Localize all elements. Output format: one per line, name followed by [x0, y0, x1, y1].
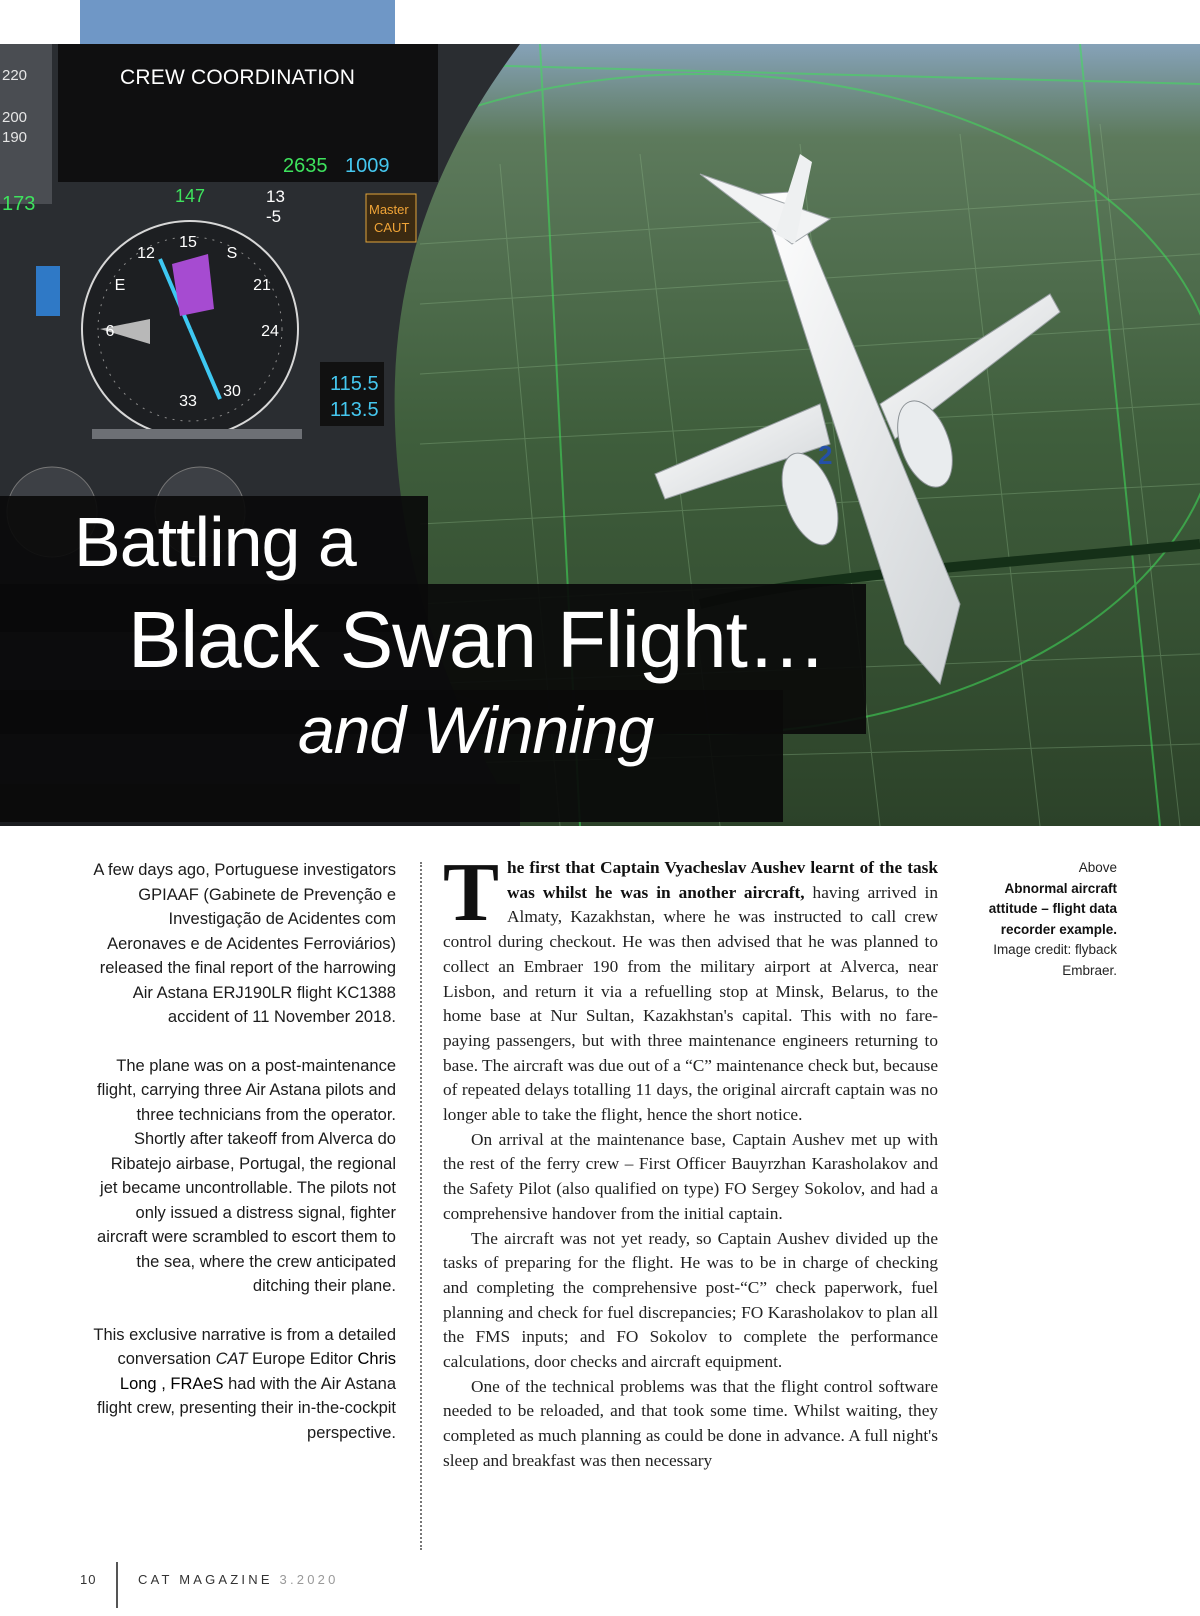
- hero-image: [0, 44, 1200, 826]
- body-paragraph-1-rest: having arrived in Almaty, Kazakhstan, where he was instructed to call crew control during checkout. He was then advised that he was planned to collect an Embraer 190 from the military airport at Alverca, near Lisbon, and return it via a refuelling stop at Minsk, Belarus, to the home base at Nur Sultan, Kazakhstan's capital. This with no fare-paying passengers, but with three maintenance engineers returning to base. The aircraft was due out of a “C” maintenance check but, because of repeated delays totalling 11 days, the original aircraft captain was no longer able to take the flight, hence the short notice.: [443, 882, 938, 1125]
- intro-p3-cat: CAT: [215, 1350, 248, 1368]
- footer-divider: [116, 1562, 118, 1608]
- freq-active-readout: 115.5: [330, 373, 379, 395]
- compass-label-24: 24: [261, 323, 279, 340]
- vs-bottom-readout: -5: [266, 207, 282, 226]
- magazine-name: CAT MAGAZINE: [138, 1572, 273, 1587]
- title-line-1: Battling a: [74, 503, 356, 581]
- caption-credit: Image credit: flyback Embraer.: [993, 942, 1117, 978]
- intro-standfirst: [90, 858, 396, 1469]
- vs-top-readout: 13: [266, 187, 285, 206]
- freq-standby-readout: 113.5: [330, 399, 379, 421]
- image-caption: [985, 858, 1117, 982]
- section-tab: [80, 0, 395, 44]
- footer-magazine: [138, 1572, 339, 1587]
- compass-label-33: 33: [179, 393, 197, 410]
- master-caution-line1: Master: [369, 202, 409, 217]
- compass-label-s: S: [226, 245, 238, 262]
- master-caution-indicator: [366, 194, 416, 242]
- body-paragraph-1: [443, 846, 938, 1128]
- compass-label-12: 12: [137, 245, 155, 262]
- article-body: [443, 846, 938, 1474]
- compass-label-e: E: [114, 277, 126, 294]
- heading-readout: 147: [175, 186, 206, 206]
- title-line-3: and Winning: [298, 693, 654, 767]
- body-paragraph-4: One of the technical problems was that the flight control software needed to be reloaded, and that took some time. Whilst waiting, they completed as much planning as could be done in advance. A full night's sleep and breakfast was then necessary: [443, 1376, 938, 1470]
- compass-label-30: 30: [223, 383, 241, 400]
- intro-paragraph-1: A few days ago, Portuguese investigators GPIAAF (Gabinete de Prevenção e Investigação de Acidentes com Aeronaves e de Acidentes Ferroviários) released the final report of the harrowing Air Astana ERJ190LR flight KC1388 accident of 11 November 2018.: [93, 861, 396, 1026]
- lead-bold-text: he first that Captain Vyacheslav Aushev learnt of the task was whilst he was in another aircraft,: [507, 858, 938, 902]
- speed-tape-200: 200: [2, 109, 28, 126]
- section-label: CREW COORDINATION: [120, 66, 356, 89]
- compass-label-21: 21: [253, 277, 271, 294]
- compass-label-15: 15: [179, 234, 197, 251]
- drop-cap: T: [443, 846, 500, 939]
- compass-rose: [82, 221, 298, 437]
- column-divider: [420, 862, 422, 1550]
- intro-paragraph-3: [90, 1323, 396, 1446]
- intro-p3-text-c: had with the Air Astana flight crew, presenting their in-the-cockpit perspective.: [97, 1374, 396, 1442]
- intro-p3-text-b: Europe Editor: [247, 1350, 358, 1368]
- intro-paragraph-2: The plane was on a post-maintenance flight, carrying three Air Astana pilots and three technicians from the operator. Shortly after takeoff from Alverca do Ribatejo airbase, Portugal, the regional jet became uncontrollable. The pilots not only issued a distress signal, fighter aircraft were scrambled to escort them to the sea, where the crew anticipated ditching their plane.: [97, 1056, 396, 1295]
- title-line-2: Black Swan Flight…: [128, 595, 826, 684]
- caption-position: Above: [1078, 860, 1117, 875]
- baro-readout: 1009: [345, 155, 390, 177]
- speed-tape-220: 220: [2, 67, 28, 84]
- intro-p3-editor-name: Chris Long , FRAeS: [119, 1350, 396, 1393]
- caption-title: Abnormal aircraft attitude – flight data recorder example.: [988, 880, 1117, 937]
- body-paragraph-2: On arrival at the maintenance base, Captain Aushev met up with the rest of the ferry crew – First Officer Bauyrzhan Karasholakov and the Safety Pilot (also qualified on type) FO Sergey Sokolov, and had a comprehensive handover from the initial captain.: [443, 1129, 938, 1223]
- body-paragraph-3: The aircraft was not yet ready, so Captain Aushev divided up the tasks of preparing for the flight. He was to be in charge of checking and completing the comprehensive post-“C” check paperwork, fuel planning and check for fuel discrepancies; FO Karasholakov to plan all the FMS inputs; and FO Sokolov to complete the performance calculations, door checks and aircraft equipment.: [443, 1228, 938, 1372]
- compass-label-6: 6: [105, 323, 115, 340]
- issue-number: 3.2020: [279, 1572, 339, 1587]
- speed-tape-190: 190: [2, 129, 28, 146]
- svg-text:2: 2: [818, 440, 833, 470]
- intro-p3-text-a: This exclusive narrative is from a detailed conversation: [93, 1325, 396, 1368]
- master-caution-line2: CAUT: [374, 220, 410, 235]
- radio-altitude-readout: 2635: [283, 155, 328, 177]
- selected-speed: 173: [2, 193, 36, 215]
- page-number: 10: [80, 1572, 97, 1587]
